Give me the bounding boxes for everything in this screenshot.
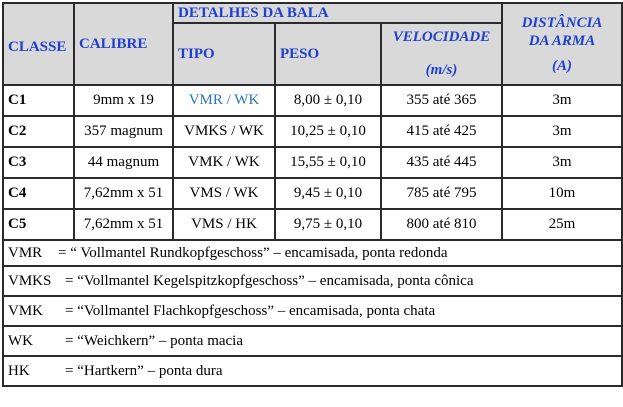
- cell-tipo: VMS / HK: [173, 209, 275, 240]
- cell-peso: 15,55 ± 0,10: [275, 147, 381, 178]
- cell-velocidade: 785 até 795: [381, 178, 502, 209]
- table-row: [3, 147, 622, 178]
- legend-text: “Vollmantel Kegelspitzkopfgeschoss” – encamisada, ponta cônica: [77, 272, 474, 289]
- header-distancia-unit: (A): [552, 57, 572, 74]
- table-row: [3, 116, 622, 147]
- legend-sep: =: [65, 332, 78, 349]
- table-row: [3, 178, 622, 209]
- header-distancia-line1: DISTÂNCIA: [521, 14, 603, 31]
- legend-text: “Vollmantel Flachkopfgeschoss” – encamisada, ponta chata: [77, 302, 436, 319]
- header-peso: [275, 23, 381, 85]
- legend-code: VMK: [8, 302, 44, 319]
- header-distancia: [502, 3, 622, 85]
- legend-text: “ Vollmantel Rundkopfgeschoss” – encamisada, ponta redonda: [70, 244, 448, 261]
- header-velocidade: [381, 23, 502, 85]
- cell-classe: C4: [3, 178, 74, 209]
- cell-calibre: 9mm x 19: [74, 85, 173, 116]
- legend-row: [3, 266, 622, 296]
- cell-velocidade: 435 até 445: [381, 147, 502, 178]
- header-classe-label: CLASSE: [8, 39, 67, 55]
- header-velocidade-unit: (m/s): [425, 62, 458, 78]
- cell-tipo: VMS / WK: [173, 178, 275, 209]
- cell-distancia: 10m: [502, 178, 622, 209]
- legend-sep: =: [65, 362, 78, 379]
- cell-tipo: VMK / WK: [173, 147, 275, 178]
- legend-row: [3, 326, 622, 356]
- cell-velocidade: 355 até 365: [381, 85, 502, 116]
- cell-peso: 9,75 ± 0,10: [275, 209, 381, 240]
- cell-classe: C5: [3, 209, 74, 240]
- header-tipo-label: TIPO: [178, 45, 215, 62]
- cell-distancia: 3m: [502, 147, 622, 178]
- cell-distancia: 3m: [502, 116, 622, 147]
- legend-item: [3, 266, 622, 296]
- header-detalhes: [173, 3, 502, 23]
- cell-peso: 9,45 ± 0,10: [275, 178, 381, 209]
- cell-calibre: 7,62mm x 51: [74, 178, 173, 209]
- header-velocidade-label: VELOCIDADE: [392, 29, 491, 45]
- header-classe: [3, 3, 74, 85]
- legend-item: [3, 326, 622, 356]
- legend-item: [3, 296, 622, 326]
- cell-distancia: 25m: [502, 209, 622, 240]
- header-tipo: [173, 23, 275, 85]
- legend-row: [3, 240, 622, 266]
- legend-sep: =: [65, 272, 78, 289]
- header-row-top: [3, 3, 622, 23]
- legend-code: VMR: [8, 244, 43, 261]
- header-calibre-label: CALIBRE: [79, 35, 148, 52]
- header-peso-label: PESO: [280, 45, 320, 62]
- cell-velocidade: 800 até 810: [381, 209, 502, 240]
- ballistic-class-table: [2, 2, 623, 387]
- legend-row: [3, 296, 622, 326]
- legend-code: WK: [8, 332, 33, 349]
- legend-sep: =: [58, 244, 71, 261]
- cell-classe: C2: [3, 116, 74, 147]
- cell-calibre: 357 magnum: [74, 116, 173, 147]
- header-detalhes-label: DETALHES DA BALA: [178, 4, 329, 21]
- legend-text: “Hartkern” – ponta dura: [77, 362, 223, 379]
- cell-peso: 8,00 ± 0,10: [275, 85, 381, 116]
- table-row: [3, 209, 622, 240]
- cell-tipo: VMKS / WK: [173, 116, 275, 147]
- cell-calibre: 7,62mm x 51: [74, 209, 173, 240]
- cell-distancia: 3m: [502, 85, 622, 116]
- legend-item: [3, 240, 622, 266]
- cell-velocidade: 415 até 425: [381, 116, 502, 147]
- legend-code: HK: [8, 362, 30, 379]
- legend-row: [3, 356, 622, 386]
- header-calibre: [74, 3, 173, 85]
- header-distancia-line2: DA ARMA: [528, 32, 596, 49]
- cell-tipo: VMR / WK: [173, 85, 275, 116]
- legend-code: VMKS: [8, 272, 52, 289]
- cell-calibre: 44 magnum: [74, 147, 173, 178]
- legend-text: “Weichkern” – ponta macia: [77, 332, 244, 349]
- cell-peso: 10,25 ± 0,10: [275, 116, 381, 147]
- table-row: [3, 85, 622, 116]
- ballistic-class-table-container: [2, 2, 621, 405]
- cell-classe: C1: [3, 85, 74, 116]
- legend-sep: =: [65, 302, 78, 319]
- cell-classe: C3: [3, 147, 74, 178]
- legend-item: [3, 356, 622, 386]
